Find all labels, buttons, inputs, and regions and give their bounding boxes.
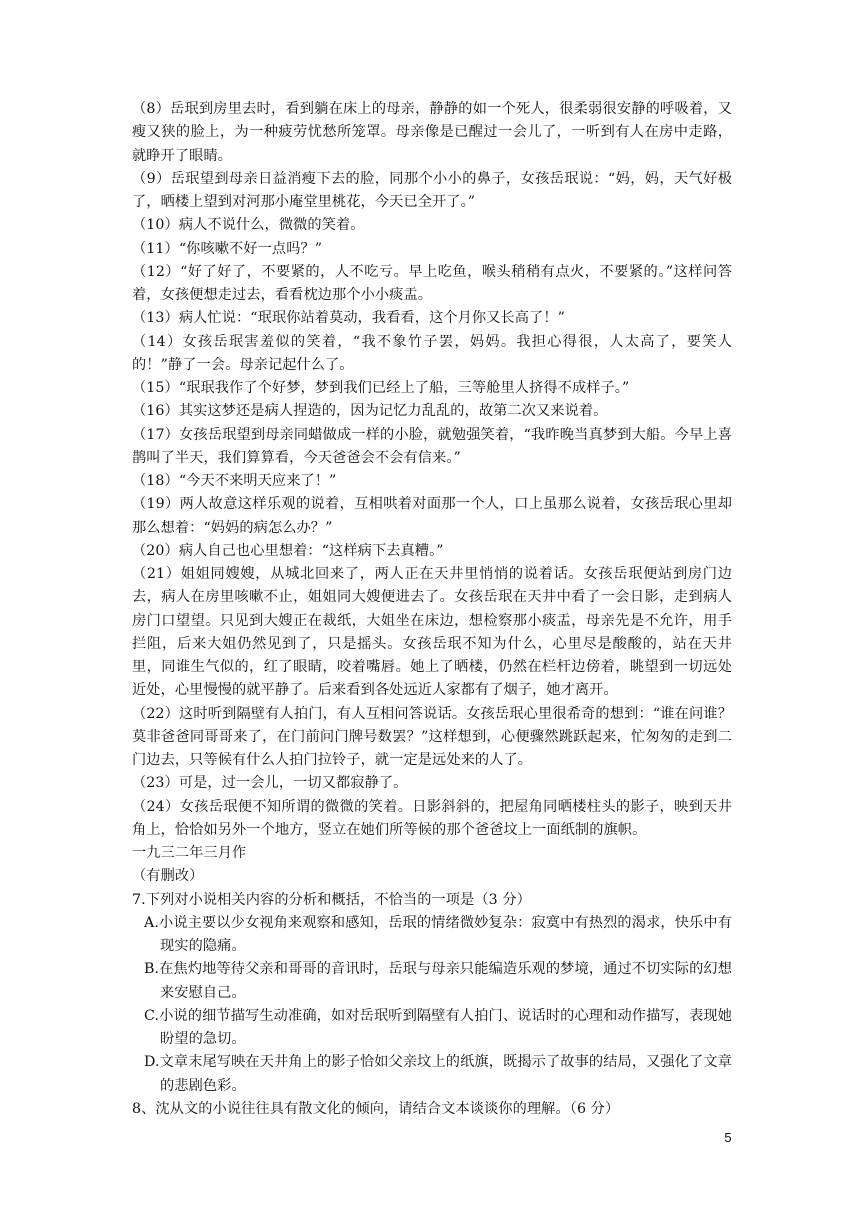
question-7 (132, 889, 732, 1098)
paragraph-20: （20）病人自己也心里想着：“这样病下去真糟。” (132, 542, 444, 559)
question-7-stem: 7.下列对小说相关内容的分析和概括，不恰当的一项是（3 分） (132, 891, 531, 908)
question-7-option-c: C.小说的细节描写生动准确，如对岳珉听到隔壁有人拍门、说话时的心理和动作描写，表现她盼望的急切。 (144, 1007, 732, 1047)
question-7-option-d: D.文章末尾写映在天井角上的影子恰如父亲坟上的纸旗，既揭示了故事的结局，又强化了文章的悲剧色彩。 (144, 1054, 732, 1094)
paragraph-14: （14）女孩岳珉害羞似的笑着，“我不象竹子罢，妈妈。我担心得很，人太高了，要笑人的！”静了一会。母亲记起什么了。 (132, 333, 732, 373)
question-7-option-a: A.小说主要以少女视角来观察和感知，岳珉的情绪微妙复杂：寂寞中有热烈的渴求，快乐中有现实的隐痛。 (144, 914, 732, 954)
paragraph-15: （15）“珉珉我作了个好梦，梦到我们已经上了船，三等舱里人挤得不成样子。” (132, 380, 630, 396)
paragraph-24: （24）女孩岳珉便不知所谓的微微的笑着。日影斜斜的，把屋角同晒楼柱头的影子，映到天井角上，恰恰如另外一个地方，竖立在她们所等候的那个爸爸坟上一面纸制的旗帜。 (132, 798, 732, 838)
document-page (132, 98, 732, 1121)
paragraph-18: （18）“今天不来明天应来了！” (132, 473, 337, 489)
paragraph-19: （19）两人故意这样乐观的说着，互相哄着对面那一个人，口上虽那么说着，女孩岳珉心里却那么想着：“妈妈的病怎么办？” (132, 496, 732, 536)
paragraph-13: （13）病人忙说：“珉珉你站着莫动，我看看，这个月你又长高了！” (132, 310, 566, 327)
paragraph-9: （9）岳珉望到母亲日益消瘦下去的脸，同那个小小的鼻子，女孩岳珉说：“妈，妈，天气好极了，晒楼上望到对河那小庵堂里桃花，今天已全开了。” (132, 170, 732, 210)
paragraph-23: （23）可是，过一会儿，一切又都寂静了。 (132, 775, 408, 792)
paragraph-10: （10）病人不说什么，微微的笑着。 (132, 217, 365, 234)
paragraph-12: （12）“好了好了，不要紧的，人不吃亏。早上吃鱼，喉头稍稍有点火，不要紧的。”这样问答着，女孩便想走过去，看看枕边那个小小痰盂。 (132, 263, 732, 303)
paragraph-16: （16）其实这梦还是病人捏造的，因为记忆力乱乱的，故第二次又来说着。 (132, 403, 608, 420)
note-line: （有删改） (132, 868, 204, 885)
paragraph-21: （21）姐姐同嫂嫂，从城北回来了，两人正在天井里悄悄的说着话。女孩岳珉便站到房门边去，病人在房里咳嗽不止，姐姐同大嫂便进去了。女孩岳珉在天井中看了一会日影，走到病人房门口望望。只见到大嫂正在裁纸，大姐坐在床边，想检察那小痰盂，母亲先是不允许，用手拦阻，后来大姐仍然见到了，只是摇头。女孩岳珉不知为什么，心里尽是酸酸的，站在天井里，同谁生气似的，红了眼睛，咬着嘴唇。她上了晒楼，仍然在栏杆边傍着，眺望到一切远处近处，心里慢慢的就平静了。后来看到各处远近人家都有了烟子，她才离开。 (132, 566, 732, 699)
page-number: 5 (724, 1130, 732, 1145)
paragraph-22: （22）这时听到隔壁有人拍门，有人互相问答说话。女孩岳珉心里很希奇的想到：“谁在问谁？莫非爸爸同哥哥来了，在门前问门牌号数罢？”这样想到，心便骤然跳跃起来，忙匆匆的走到二门边去，只等候有什么人拍门拉铃子，就一定是远处来的人了。 (132, 705, 732, 768)
story-body (132, 98, 732, 842)
date-line: 一九三二年三月作 (132, 845, 247, 861)
question-7-option-b: B.在焦灼地等待父亲和哥哥的音讯时，岳珉与母亲只能编造乐观的梦境，通过不切实际的幻想来安慰自己。 (144, 961, 732, 1001)
question-8-stem: 8、沈从文的小说往往具有散文化的倾向，请结合文本谈谈你的理解。（6 分） (132, 1100, 620, 1117)
paragraph-8: （8）岳珉到房里去时，看到躺在床上的母亲，静静的如一个死人，很柔弱很安静的呼吸着，又瘦又狭的脸上，为一种疲劳忧愁所笼罩。母亲像是已醒过一会儿了，一听到有人在房中走路，就睁开了眼睛。 (132, 101, 732, 164)
paragraph-17: （17）女孩岳珉望到母亲同蜡做成一样的小脸，就勉强笑着，“我昨晚当真梦到大船。今早上喜鹊叫了半天，我们算算看，今天爸爸会不会有信来。” (132, 426, 732, 466)
paragraph-11: （11）“你咳嗽不好一点吗？” (132, 240, 323, 257)
